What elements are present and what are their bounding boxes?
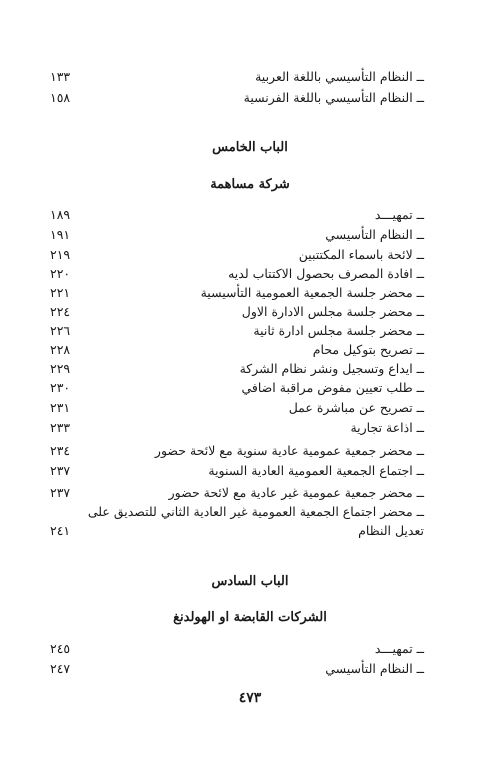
toc-entry	[50, 442, 424, 460]
toc-entry	[50, 360, 424, 378]
toc-entry	[50, 484, 424, 502]
toc-entry-page: ٢٣٤	[50, 443, 71, 458]
toc-entry-text: ــ تصريح بتوكيل محام	[312, 342, 424, 357]
toc-entry-page: ٢٢٠	[50, 266, 71, 281]
toc-entry	[50, 399, 424, 417]
toc-entry	[50, 226, 424, 244]
chapter-subtitle: شركة مساهمة	[210, 177, 290, 192]
toc-entry-page: ٢٣٠	[50, 380, 71, 395]
chapter-title: الباب الخامس	[212, 140, 288, 155]
toc-entry-text: ــ ايداع وتسجيل ونشر نظام الشركة	[239, 361, 424, 376]
toc-entry-page: ٢٣٧	[50, 485, 71, 500]
toc-entry-page: ١٥٨	[50, 90, 71, 105]
toc-entry-text: ــ محضر جلسة الجمعية العمومية التأسيسية	[200, 285, 424, 300]
toc-entry-page: ١٩١	[50, 227, 71, 242]
toc-entry	[50, 341, 424, 359]
toc-entry	[50, 640, 424, 658]
toc-entry-page: ٢٣٧	[50, 463, 71, 478]
toc-entry-page: ٢٣٣	[50, 420, 71, 435]
toc-entry-page: ١٨٩	[50, 207, 71, 222]
toc-entry-page: ٢٤٧	[50, 661, 71, 676]
toc-entry-text: ــ النظام التأسيسي	[325, 227, 424, 242]
toc-entry	[50, 419, 424, 437]
toc-entry	[50, 379, 424, 397]
toc-entry-text: ــ النظام التأسيسي باللغة الفرنسية	[243, 90, 424, 105]
toc-entry-page: ٢٢٩	[50, 361, 71, 376]
toc-entry-page: ٢٢١	[50, 285, 71, 300]
toc-entry-page: ٢٢٦	[50, 323, 71, 338]
toc-entry-text: ــ محضر جمعية عمومية غير عادية مع لائحة حضور	[168, 485, 424, 500]
toc-entry	[50, 68, 424, 86]
page-number: ٤٧٣	[238, 690, 262, 706]
toc-entry-text: ــ النظام التأسيسي	[325, 661, 424, 676]
toc-entry	[50, 265, 424, 283]
toc-entry-text: ــ محضر جلسة مجلس الادارة الاول	[241, 304, 424, 319]
toc-entry	[50, 303, 424, 321]
toc-entry-text: ــ تصريح عن مباشرة عمل	[288, 400, 424, 415]
toc-entry	[50, 660, 424, 678]
toc-entry-text: ــ محضر جلسة مجلس ادارة ثانية	[253, 323, 424, 338]
toc-entry	[50, 206, 424, 224]
toc-entry-page: ١٣٣	[50, 69, 71, 84]
toc-entry-page: ٢٢٨	[50, 342, 71, 357]
toc-entry-text: ــ تمهيـــد	[374, 641, 424, 656]
toc-entry-page: ٢١٩	[50, 247, 71, 262]
toc-entry-text: ــ طلب تعيين مفوض مراقبة اضافي	[241, 380, 424, 395]
toc-entry-page: ٢٤١	[50, 523, 71, 538]
toc-entry-page: ٢٢٤	[50, 304, 71, 319]
toc-entry-text: ــ النظام التأسيسي باللغة العربية	[255, 69, 424, 84]
toc-entry-text: ــ اجتماع الجمعية العمومية العادية السنوية	[208, 463, 424, 478]
toc-entry-page: ٢٣١	[50, 400, 71, 415]
toc-entry-text: ــ محضر جمعية عمومية عادية سنوية مع لائحة حضور	[154, 443, 424, 458]
toc-entry	[50, 322, 424, 340]
toc-entry	[50, 284, 424, 302]
toc-entry-text: ــ لائحة باسماء المكتتبين	[298, 247, 424, 262]
toc-entry-text: ــ محضر اجتماع الجمعية العمومية غير العادية الثاني للتصديق على تعديل النظام	[87, 504, 424, 538]
toc-entry-text: ــ اذاعة تجارية	[350, 420, 424, 435]
toc-entry	[50, 89, 424, 107]
chapter-title: الباب السادس	[211, 574, 289, 589]
toc-entry	[50, 462, 424, 480]
chapter-subtitle: الشركات القابضة او الهولدنغ	[173, 610, 327, 625]
toc-entry	[50, 502, 424, 540]
toc-entry-text: ــ تمهيـــد	[374, 207, 424, 222]
toc-entry-text: ــ افادة المصرف بحصول الاكتتاب لديه	[228, 266, 424, 281]
toc-entry-page: ٢٤٥	[50, 641, 71, 656]
toc-entry	[50, 246, 424, 264]
